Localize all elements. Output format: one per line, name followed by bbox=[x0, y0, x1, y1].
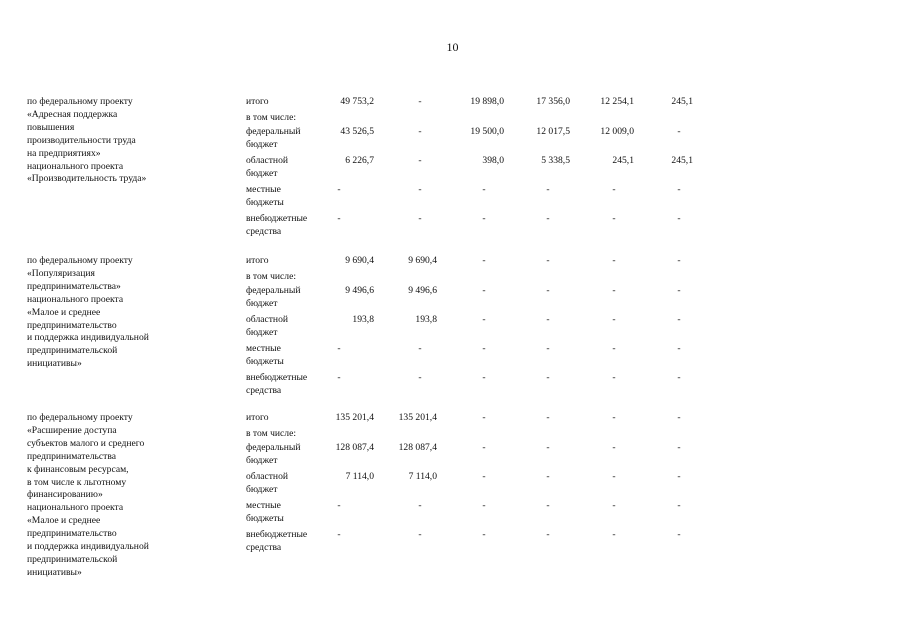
table-cell: - bbox=[418, 155, 422, 166]
table-cell: 12 017,5 bbox=[536, 126, 570, 137]
table-cell: 128 087,4 bbox=[335, 442, 374, 453]
table-cell: 5 338,5 bbox=[541, 155, 570, 166]
project-description: по федеральному проекту «Адресная поддержка повышения производительности труда на предприятиях» национального проекта «Производительность труда» bbox=[27, 96, 147, 185]
table-cell: - bbox=[612, 442, 616, 453]
table-cell: - bbox=[418, 343, 422, 354]
table-cell: - bbox=[482, 285, 486, 296]
table-cell: 19 898,0 bbox=[470, 96, 504, 107]
row-label: областной бюджет bbox=[246, 471, 289, 495]
table-cell: - bbox=[418, 184, 422, 195]
table-cell: 43 526,5 bbox=[340, 126, 374, 137]
row-label: в том числе: bbox=[246, 271, 297, 282]
table-cell: - bbox=[612, 471, 616, 482]
table-cell: - bbox=[546, 442, 550, 453]
table-cell: - bbox=[337, 372, 341, 383]
row-label: местные бюджеты bbox=[246, 184, 284, 208]
table-row bbox=[0, 442, 905, 468]
table-cell: - bbox=[546, 500, 550, 511]
row-label: внебюджетные средства bbox=[246, 213, 308, 237]
table-cell: - bbox=[482, 255, 486, 266]
table-cell: - bbox=[482, 343, 486, 354]
table-cell: - bbox=[546, 314, 550, 325]
row-label: итого bbox=[246, 96, 269, 107]
table-cell: - bbox=[677, 412, 681, 423]
row-label: итого bbox=[246, 412, 269, 423]
table-row bbox=[0, 500, 905, 526]
table-row bbox=[0, 126, 905, 152]
table-cell: - bbox=[612, 184, 616, 195]
table-cell: - bbox=[337, 529, 341, 540]
table-cell: - bbox=[546, 343, 550, 354]
table-cell: 135 201,4 bbox=[398, 412, 437, 423]
table-cell: - bbox=[418, 529, 422, 540]
table-cell: - bbox=[482, 442, 486, 453]
table-cell: - bbox=[418, 96, 422, 107]
table-cell: 12 009,0 bbox=[600, 126, 634, 137]
table-row bbox=[0, 155, 905, 181]
table-row bbox=[0, 184, 905, 210]
row-label: в том числе: bbox=[246, 428, 297, 439]
table-cell: - bbox=[677, 184, 681, 195]
table-cell: - bbox=[612, 213, 616, 224]
table-row bbox=[0, 372, 905, 398]
table-row bbox=[0, 285, 905, 311]
table-cell: - bbox=[546, 471, 550, 482]
table-cell: - bbox=[677, 126, 681, 137]
table-cell: 245,1 bbox=[671, 96, 693, 107]
table-cell: - bbox=[546, 285, 550, 296]
table-cell: 245,1 bbox=[671, 155, 693, 166]
table-row bbox=[0, 471, 905, 497]
table-cell: - bbox=[612, 285, 616, 296]
table-cell: - bbox=[546, 255, 550, 266]
table-cell: - bbox=[612, 372, 616, 383]
table-cell: 49 753,2 bbox=[340, 96, 374, 107]
table-cell: - bbox=[612, 412, 616, 423]
table-cell: - bbox=[482, 314, 486, 325]
table-cell: - bbox=[482, 471, 486, 482]
table-cell: - bbox=[546, 184, 550, 195]
row-label: местные бюджеты bbox=[246, 343, 284, 367]
table-cell: - bbox=[677, 529, 681, 540]
table-cell: 19 500,0 bbox=[470, 126, 504, 137]
table-cell: - bbox=[546, 529, 550, 540]
row-label: федеральный бюджет bbox=[246, 442, 301, 466]
table-cell: 9 690,4 bbox=[345, 255, 374, 266]
table-cell: - bbox=[482, 213, 486, 224]
table-cell: 193,8 bbox=[415, 314, 437, 325]
table-cell: - bbox=[418, 500, 422, 511]
table-cell: - bbox=[546, 412, 550, 423]
table-cell: - bbox=[612, 314, 616, 325]
table-cell: 9 690,4 bbox=[408, 255, 437, 266]
table-cell: - bbox=[337, 500, 341, 511]
table-cell: - bbox=[612, 529, 616, 540]
table-cell: 6 226,7 bbox=[345, 155, 374, 166]
table-cell: 128 087,4 bbox=[398, 442, 437, 453]
table-cell: 9 496,6 bbox=[345, 285, 374, 296]
table-cell: 135 201,4 bbox=[335, 412, 374, 423]
page-number: 10 bbox=[446, 40, 459, 54]
table-cell: - bbox=[677, 471, 681, 482]
table-cell: 245,1 bbox=[612, 155, 634, 166]
table-cell: - bbox=[418, 213, 422, 224]
project-description: по федеральному проекту «Расширение доступа субъектов малого и среднего предпринимательства к финансовым ресурсам, в том числе к льготному финансированию» национального проекта «Малое и среднее предпринимательство и поддержка индивидуальной предпринимательской инициативы» bbox=[27, 412, 149, 578]
table-cell: 7 114,0 bbox=[408, 471, 437, 482]
row-label: местные бюджеты bbox=[246, 500, 284, 524]
table-cell: - bbox=[337, 184, 341, 195]
row-label: итого bbox=[246, 255, 269, 266]
table-cell: - bbox=[337, 343, 341, 354]
table-row bbox=[0, 213, 905, 239]
table-cell: 17 356,0 bbox=[536, 96, 570, 107]
table-cell: - bbox=[677, 442, 681, 453]
table-cell: - bbox=[546, 213, 550, 224]
row-label: областной бюджет bbox=[246, 314, 289, 338]
project-description: по федеральному проекту «Популяризация предпринимательства» национального проекта «Малое и среднее предпринимательство и поддержка индивидуальной предпринимательской инициативы» bbox=[27, 255, 149, 370]
row-label: федеральный бюджет bbox=[246, 126, 301, 150]
table-cell: - bbox=[677, 285, 681, 296]
table-cell: - bbox=[482, 412, 486, 423]
table-cell: 398,0 bbox=[482, 155, 504, 166]
table-cell: - bbox=[546, 372, 550, 383]
table-cell: - bbox=[677, 500, 681, 511]
table-cell: - bbox=[677, 343, 681, 354]
table-cell: - bbox=[677, 213, 681, 224]
table-cell: - bbox=[612, 500, 616, 511]
table-cell: 193,8 bbox=[352, 314, 374, 325]
table-cell: - bbox=[677, 255, 681, 266]
table-cell: - bbox=[337, 213, 341, 224]
table-cell: - bbox=[677, 372, 681, 383]
table-cell: 7 114,0 bbox=[345, 471, 374, 482]
table-cell: - bbox=[612, 255, 616, 266]
table-cell: - bbox=[418, 372, 422, 383]
row-label: областной бюджет bbox=[246, 155, 289, 179]
table-cell: 9 496,6 bbox=[408, 285, 437, 296]
table-row bbox=[0, 529, 905, 555]
table-cell: - bbox=[482, 529, 486, 540]
table-cell: - bbox=[482, 372, 486, 383]
row-label: федеральный бюджет bbox=[246, 285, 301, 309]
row-label: внебюджетные средства bbox=[246, 372, 308, 396]
table-row bbox=[0, 314, 905, 340]
row-label: в том числе: bbox=[246, 112, 297, 123]
table-cell: - bbox=[612, 343, 616, 354]
table-cell: 12 254,1 bbox=[600, 96, 634, 107]
table-cell: - bbox=[482, 500, 486, 511]
table-cell: - bbox=[418, 126, 422, 137]
table-cell: - bbox=[482, 184, 486, 195]
table-row bbox=[0, 343, 905, 369]
table-cell: - bbox=[677, 314, 681, 325]
row-label: внебюджетные средства bbox=[246, 529, 308, 553]
